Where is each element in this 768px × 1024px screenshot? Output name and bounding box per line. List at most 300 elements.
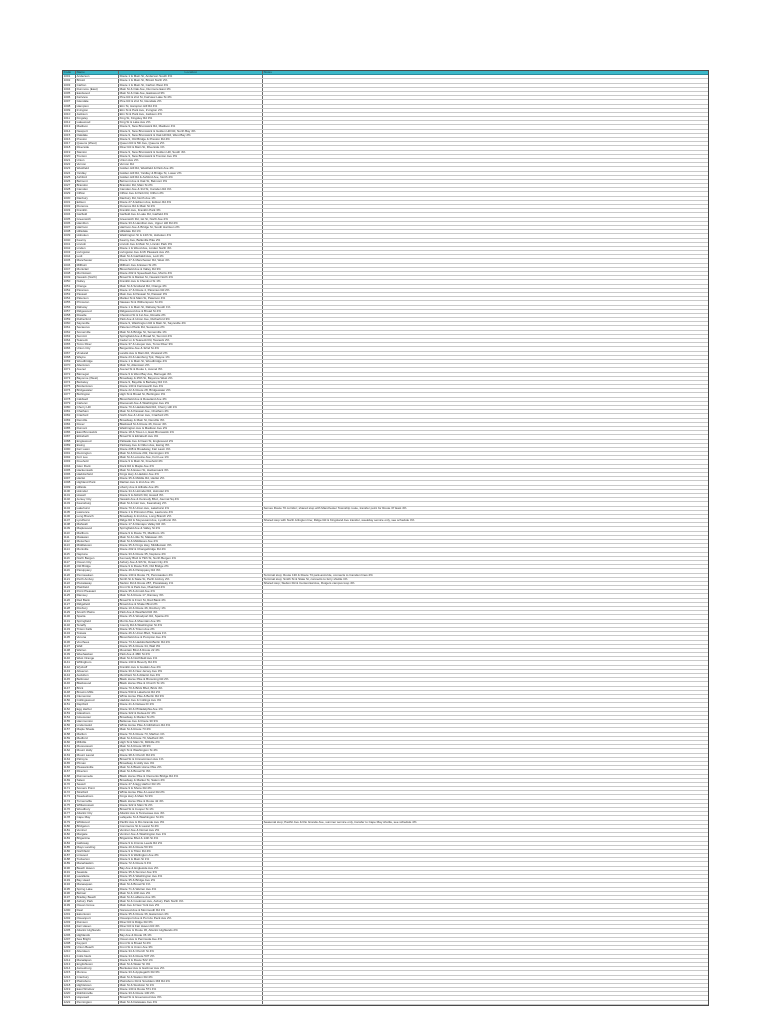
cell-notes xyxy=(263,800,708,803)
cell-code: 1207 xyxy=(63,938,76,941)
cell-location: Bay Ave & Engleside Ave 2% xyxy=(119,867,263,870)
cell-name: Willingboro xyxy=(76,661,119,664)
cell-name: North Bergen xyxy=(76,557,119,560)
cell-name: Plainsboro xyxy=(76,980,119,983)
cell-location: Route 9 & Main St, Freehold 4% xyxy=(119,460,263,463)
cell-notes xyxy=(263,946,708,949)
cell-notes xyxy=(263,871,708,874)
cell-location: Front St & Park Ave, Plainfield 4% xyxy=(119,586,263,589)
cell-code: 1166 xyxy=(63,766,76,769)
cell-location: River Rd & Fair Haven Rd 4% xyxy=(119,925,263,928)
cell-name: West Orange xyxy=(76,657,119,660)
cell-name: Deptford xyxy=(76,703,119,706)
cell-code: 1116 xyxy=(63,557,76,560)
cell-name: Gloucester xyxy=(76,716,119,719)
cell-location: Route 37 & Manchester Rd, West 4% xyxy=(119,259,263,262)
cell-name: Woodbury xyxy=(76,808,119,811)
cell-location: Bloomfield Ave & Pompton Ave 4% xyxy=(119,636,263,639)
cell-notes xyxy=(263,234,708,237)
cell-location: Route 30 & Philadelphia Ave 1% xyxy=(119,708,263,711)
cell-name: Plainfield xyxy=(76,586,119,589)
cell-code: 1115 xyxy=(63,553,76,556)
cell-location: Route 41 & Delsea Dr 2% xyxy=(119,703,263,706)
cell-code: 1038 xyxy=(63,230,76,233)
cell-location: Atlantic Ave & Tennessee Ave 4% xyxy=(119,812,263,815)
cell-location: Landis Ave & Main Rd, Vineland 2% xyxy=(119,352,263,355)
cell-location: Route 10 & Route 46, Roxbury 1% xyxy=(119,607,263,610)
cell-notes xyxy=(263,243,708,246)
cell-name: Lodi xyxy=(76,255,119,258)
cell-notes xyxy=(263,92,708,95)
cell-notes xyxy=(263,728,708,731)
cell-code: 1190 xyxy=(63,867,76,870)
cell-name: Kingsley xyxy=(76,117,119,120)
cell-name: Tuckerton xyxy=(76,858,119,861)
cell-notes xyxy=(263,368,708,371)
cell-notes xyxy=(263,435,708,438)
cell-code: 1071 xyxy=(63,368,76,371)
cell-code: 1024 xyxy=(63,172,76,175)
cell-location: River Rd & Ridge Rd 3% xyxy=(119,921,263,924)
cell-location: Black Horse Pike & Browning Rd 2% xyxy=(119,678,263,681)
cell-code: 1203 xyxy=(63,921,76,924)
cell-location: Main St & Essex St, Hackensack 3% xyxy=(119,469,263,472)
cell-notes xyxy=(263,976,708,979)
cell-location: Route 70 & Haddonfield Rd, Cherry Hill 1% xyxy=(119,406,263,409)
cell-notes xyxy=(263,795,708,798)
cell-code: 1217 xyxy=(63,980,76,983)
cell-name: Montville xyxy=(76,548,119,551)
cell-name: Flemington xyxy=(76,452,119,455)
cell-notes xyxy=(263,389,708,392)
cell-name: Toms River xyxy=(76,343,119,346)
cell-location: Nassau St & Witherspoon St 2% xyxy=(119,301,263,304)
cell-location: Route 9, Washington Rd & Main St, Sayreville 4% xyxy=(119,322,263,325)
header-name: Name xyxy=(76,71,119,74)
cell-notes xyxy=(263,448,708,451)
cell-location: Commerce St & Laurel St 4% xyxy=(119,825,263,828)
cell-notes xyxy=(263,620,708,623)
cell-name: Teaneck xyxy=(76,339,119,342)
cell-notes xyxy=(263,301,708,304)
cell-location: White Horse Pike & Berlin Rd 3% xyxy=(119,695,263,698)
cell-code: 1176 xyxy=(63,808,76,811)
cell-code: 1121 xyxy=(63,578,76,581)
cell-notes xyxy=(263,816,708,819)
cell-name: Palmyra xyxy=(76,758,119,761)
cell-name: Newport xyxy=(76,130,119,133)
cell-location: Paterson Plank Rd, Secaucus 2% xyxy=(119,326,263,329)
cell-location: Front St & Union Ave 3% xyxy=(119,946,263,949)
header-location: Location xyxy=(119,71,263,74)
cell-location: Bloomfield Ave & Valley Rd 3% xyxy=(119,268,263,271)
cell-code: 1158 xyxy=(63,733,76,736)
cell-name: Westfield xyxy=(76,167,119,170)
cell-code: 1070 xyxy=(63,364,76,367)
cell-location: Main St & Passaic Ave, Chatham 4% xyxy=(119,410,263,413)
cell-code: 1050 xyxy=(63,280,76,283)
cell-location: Main St & Stockton St 1% xyxy=(119,984,263,987)
cell-notes xyxy=(263,879,708,882)
cell-location: Route 9, New Brunswick & Oak Hill Rd, West Bay 2% xyxy=(119,134,263,137)
cell-code: 1023 xyxy=(63,167,76,170)
cell-location: Pacific Ave & Rio Grande Ave 3% xyxy=(119,821,263,824)
cell-location: Route 35 & Middle Rd, Hazlet 2% xyxy=(119,477,263,480)
cell-notes xyxy=(263,155,708,158)
cell-name: Fair Lawn xyxy=(76,448,119,451)
cell-code: 1143 xyxy=(63,670,76,673)
cell-notes xyxy=(263,775,708,778)
cell-notes xyxy=(263,310,708,313)
cell-name: Wayne xyxy=(76,356,119,359)
cell-code: 1151 xyxy=(63,703,76,706)
cell-code: 1110 xyxy=(63,532,76,535)
cell-location: Franklin Ave, Franklin Park 3% xyxy=(119,209,263,212)
cell-name: Swedesboro xyxy=(76,795,119,798)
cell-notes xyxy=(263,829,708,832)
cell-location: Greenwich Rd, 1st St, North Ave 2% xyxy=(119,218,263,221)
cell-notes xyxy=(263,603,708,606)
cell-name: Cherry Hill xyxy=(76,406,119,409)
cell-notes xyxy=(263,825,708,828)
cell-notes xyxy=(263,125,708,128)
cell-location: Main St & Broad St 3% xyxy=(119,770,263,773)
cell-name: Highland Park xyxy=(76,481,119,484)
cell-code: 1063 xyxy=(63,335,76,338)
cell-code: 1049 xyxy=(63,276,76,279)
cell-name: Lincoln xyxy=(76,243,119,246)
cell-name: Edison xyxy=(76,201,119,204)
cell-location: Asbury Ave & 9th St, Ocean City 4% xyxy=(119,561,263,564)
cell-notes xyxy=(263,306,708,309)
cell-notes xyxy=(263,486,708,489)
cell-code: 1044 xyxy=(63,255,76,258)
cell-name: Galloway xyxy=(76,842,119,845)
cell-code: 1037 xyxy=(63,226,76,229)
cell-notes xyxy=(263,862,708,865)
cell-name: Bordentown xyxy=(76,385,119,388)
cell-code: 1047 xyxy=(63,268,76,271)
cell-name: Marlton xyxy=(76,733,119,736)
cell-code: 1152 xyxy=(63,708,76,711)
cell-code: 1191 xyxy=(63,871,76,874)
cell-notes xyxy=(263,456,708,459)
cell-notes xyxy=(263,909,708,912)
cell-name: Livingston xyxy=(76,251,119,254)
cell-notes xyxy=(263,971,708,974)
cell-code: 1126 xyxy=(63,599,76,602)
cell-notes xyxy=(263,151,708,154)
cell-name: Vernon xyxy=(76,163,119,166)
cell-code: 1128 xyxy=(63,607,76,610)
cell-notes xyxy=(263,201,708,204)
cell-notes xyxy=(263,561,708,564)
cell-code: 1174 xyxy=(63,800,76,803)
cell-name: Ewing xyxy=(76,444,119,447)
cell-code: 1171 xyxy=(63,787,76,790)
cell-code: 1123 xyxy=(63,586,76,589)
cell-notes xyxy=(263,628,708,631)
cell-code: 1137 xyxy=(63,645,76,648)
cell-code: 1188 xyxy=(63,858,76,861)
cell-code: 1180 xyxy=(63,825,76,828)
cell-name: Morristown xyxy=(76,272,119,275)
cell-notes xyxy=(263,783,708,786)
cell-notes xyxy=(263,406,708,409)
cell-notes xyxy=(263,913,708,916)
cell-notes xyxy=(263,205,708,208)
cell-name: Runnemede xyxy=(76,775,119,778)
cell-name: Glen Rock xyxy=(76,465,119,468)
cell-name: Oceanport xyxy=(76,917,119,920)
cell-location: Park Ave & Westfield Rd 4% xyxy=(119,611,263,614)
cell-location: Black Horse Pike & Church St 1% xyxy=(119,682,263,685)
cell-location: Main St & 10th Ave 2% xyxy=(119,892,263,895)
cell-name: Warren xyxy=(76,649,119,652)
cell-notes xyxy=(263,611,708,614)
cell-location: Route 35 & Route 36, Eatontown 4% xyxy=(119,913,263,916)
cell-code: 1146 xyxy=(63,682,76,685)
cell-code: 1001 xyxy=(63,75,76,78)
cell-code: 1222 xyxy=(63,1001,76,1004)
cell-location: Hillsdale Rd 1% xyxy=(119,230,263,233)
cell-location: Black Horse Pike & Clements Bridge Rd 4% xyxy=(119,775,263,778)
cell-code: 1109 xyxy=(63,527,76,530)
cell-name: Pennsauken xyxy=(76,574,119,577)
cell-code: 1006 xyxy=(63,96,76,99)
cell-name: Absecon xyxy=(76,670,119,673)
cell-notes xyxy=(263,218,708,221)
cell-name: Glassboro xyxy=(76,712,119,715)
cell-name: Dumont xyxy=(76,427,119,430)
cell-location: Oceanport Ave & Port Au Peck Ave 2% xyxy=(119,917,263,920)
cell-code: 1197 xyxy=(63,896,76,899)
cell-code: 1015 xyxy=(63,134,76,137)
cell-code: 1057 xyxy=(63,310,76,313)
cell-code: 1080 xyxy=(63,406,76,409)
cell-name: Somers Point xyxy=(76,787,119,790)
cell-location: Danbury Rd, North Ave 1% xyxy=(119,197,263,200)
cell-code: 1052 xyxy=(63,289,76,292)
cell-name: Dover xyxy=(76,423,119,426)
cell-name: Verona xyxy=(76,636,119,639)
cell-notes xyxy=(263,121,708,124)
cell-code: 1032 xyxy=(63,205,76,208)
cell-name: Hopewell xyxy=(76,996,119,999)
cell-name: Harrison xyxy=(76,226,119,229)
cell-code: 1068 xyxy=(63,356,76,359)
cell-name: Ramsey xyxy=(76,594,119,597)
cell-name: Highlands xyxy=(76,934,119,937)
cell-notes xyxy=(263,657,708,660)
cell-code: 1079 xyxy=(63,402,76,405)
cell-name: Hoboken xyxy=(76,234,119,237)
cell-notes xyxy=(263,754,708,757)
cell-location: King St & Lake Ave 2% xyxy=(119,121,263,124)
cell-name: Anderson xyxy=(76,75,119,78)
cell-code: 1022 xyxy=(63,163,76,166)
cell-notes xyxy=(263,431,708,434)
cell-notes xyxy=(263,934,708,937)
cell-code: 1020 xyxy=(63,155,76,158)
cell-location: Main St & Black Horse Pike 2% xyxy=(119,766,263,769)
cell-notes xyxy=(263,117,708,120)
cell-location: White Horse Pike & Gibbsboro Rd 4% xyxy=(119,724,263,727)
cell-name: East Windsor xyxy=(76,988,119,991)
cell-name: Maple Shade xyxy=(76,728,119,731)
cell-notes xyxy=(263,695,708,698)
cell-notes xyxy=(263,921,708,924)
cell-name: Manchester xyxy=(76,259,119,262)
cell-code: 1177 xyxy=(63,812,76,815)
cell-code: 1208 xyxy=(63,942,76,945)
cell-location: Springfield Ave & Broad St, Summit 4% xyxy=(119,335,263,338)
cell-code: 1033 xyxy=(63,209,76,212)
cell-name: Springfield xyxy=(76,620,119,623)
cell-notes xyxy=(263,599,708,602)
cell-notes xyxy=(263,385,708,388)
cell-name: Robbinsville xyxy=(76,992,119,995)
cell-location: Route 70 & Union Ave, Lakehurst 1% xyxy=(119,507,263,510)
cell-notes xyxy=(263,502,708,505)
cell-notes xyxy=(263,314,708,317)
cell-location: Avenel St & Route 1, Avenel 3% xyxy=(119,368,263,371)
cell-notes xyxy=(263,515,708,518)
cell-location: Route 9 & Route 522 1% xyxy=(119,959,263,962)
cell-name: Burlington xyxy=(76,393,119,396)
cell-location: Route 34 & Holmdel Rd, Holmdel 2% xyxy=(119,490,263,493)
cell-notes xyxy=(263,950,708,953)
cell-code: 1157 xyxy=(63,728,76,731)
cell-location: Route 322 & Delsea Dr 4% xyxy=(119,712,263,715)
spreadsheet-table xyxy=(62,70,709,1006)
cell-location: Broadway & 2nd Ave, Long Branch 2% xyxy=(119,515,263,518)
cell-code: 1214 xyxy=(63,967,76,970)
cell-notes xyxy=(263,377,708,380)
cell-notes xyxy=(263,289,708,292)
cell-location: Millburn Ave & Essex St 2% xyxy=(119,264,263,267)
cell-location: Route 46 & Parsippany Rd 3% xyxy=(119,569,263,572)
cell-notes xyxy=(263,632,708,635)
cell-code: 1035 xyxy=(63,218,76,221)
cell-name: Woodbridge xyxy=(76,360,119,363)
cell-notes xyxy=(263,410,708,413)
cell-notes xyxy=(263,674,708,677)
cell-notes xyxy=(263,888,708,891)
cell-name: Totowa xyxy=(76,632,119,635)
cell-notes xyxy=(263,360,708,363)
cell-code: 1077 xyxy=(63,393,76,396)
cell-name: Bay Head xyxy=(76,879,119,882)
cell-code: 1131 xyxy=(63,620,76,623)
cell-code: 1153 xyxy=(63,712,76,715)
cell-notes xyxy=(263,356,708,359)
cell-location: Queen Rd & 5th Ave, Queens 2% xyxy=(119,142,263,145)
cell-code: 1017 xyxy=(63,142,76,145)
cell-name: Sparta xyxy=(76,615,119,618)
cell-name: Manasquan xyxy=(76,883,119,886)
cell-notes xyxy=(263,255,708,258)
cell-name: Dunmore (East) xyxy=(76,88,119,91)
cell-name: Belmar xyxy=(76,892,119,895)
cell-name: Bristol xyxy=(76,79,119,82)
cell-name: Belmont xyxy=(76,180,119,183)
cell-location: Main St & Bridge St, Somerville 1% xyxy=(119,331,263,334)
cell-code: 1076 xyxy=(63,389,76,392)
cell-notes xyxy=(263,670,708,673)
cell-notes xyxy=(263,477,708,480)
cell-notes xyxy=(263,465,708,468)
cell-code: 1220 xyxy=(63,992,76,995)
cell-code: 1218 xyxy=(63,984,76,987)
cell-name: Hammonton xyxy=(76,720,119,723)
cell-location: Route 27 & Edison Ave, Edison Rd 4% xyxy=(119,201,263,204)
cell-location: Route 1 & Main St, Anderson South 4% xyxy=(119,75,263,78)
cell-location: Route 9, New Brunswick & Golden Hill Rd, North Bay 4% xyxy=(119,130,263,133)
cell-name: Perth Amboy xyxy=(76,578,119,581)
cell-location: Route 9, New Brunswick & Trenton Ave 3% xyxy=(119,155,263,158)
cell-notes xyxy=(263,875,708,878)
cell-location: Main St & Station Rd 4% xyxy=(119,976,263,979)
cell-name: Lakewood xyxy=(76,121,119,124)
cell-notes xyxy=(263,837,708,840)
cell-code: 1111 xyxy=(63,536,76,539)
cell-location: Main St & Oak Ave, Dunmore East 1% xyxy=(119,88,263,91)
table-body xyxy=(63,75,708,1005)
cell-code: 1046 xyxy=(63,264,76,267)
cell-location: Chestnut St & 1st Ave, Roselle 2% xyxy=(119,314,263,317)
cell-location: Springfield Ave & Valley St 2% xyxy=(119,527,263,530)
cell-notes xyxy=(263,347,708,350)
cell-name: Margate xyxy=(76,833,119,836)
cell-name: Mount Holly xyxy=(76,749,119,752)
cell-name: Ocean City xyxy=(76,561,119,564)
cell-name: Jersey City xyxy=(76,498,119,501)
cell-name: Wall xyxy=(76,645,119,648)
table-row xyxy=(63,1001,708,1005)
cell-location: Ventnor Ave & Washington Ave 1% xyxy=(119,833,263,836)
cell-name: Rutherford xyxy=(76,318,119,321)
cell-notes xyxy=(263,146,708,149)
cell-notes xyxy=(263,84,708,87)
cell-code: 1147 xyxy=(63,687,76,690)
cell-location: Main St & Middlesex Ave 2% xyxy=(119,540,263,543)
cell-name: Keyport xyxy=(76,942,119,945)
cell-location: Bergenline Ave & 32nd St 4% xyxy=(119,347,263,350)
cell-location: Route 17 & Route 4, Paramus Rd 2% xyxy=(119,289,263,292)
cell-location: Vernon Rd xyxy=(119,163,263,166)
cell-location: Main St & Garibaldi Ave, Lodi 1% xyxy=(119,255,263,258)
cell-name: Englishtown xyxy=(76,963,119,966)
cell-notes xyxy=(263,791,708,794)
cell-notes xyxy=(263,737,708,740)
cell-code: 1119 xyxy=(63,569,76,572)
cell-name: Nutley xyxy=(76,280,119,283)
cell-location: Route 9 & Route 516, Old Bridge 2% xyxy=(119,565,263,568)
cell-notes xyxy=(263,942,708,945)
cell-code: 1148 xyxy=(63,691,76,694)
cell-notes xyxy=(263,293,708,296)
cell-name: Paterson xyxy=(76,297,119,300)
cell-location: Florence Rd & Main St 2% xyxy=(119,205,263,208)
cell-name: Lakehurst xyxy=(76,507,119,510)
cell-code: 1040 xyxy=(63,239,76,242)
cell-notes xyxy=(263,850,708,853)
cell-name: Keansburg xyxy=(76,502,119,505)
cell-code: 1135 xyxy=(63,636,76,639)
cell-name: Atlantic City xyxy=(76,812,119,815)
cell-code: 1074 xyxy=(63,381,76,384)
